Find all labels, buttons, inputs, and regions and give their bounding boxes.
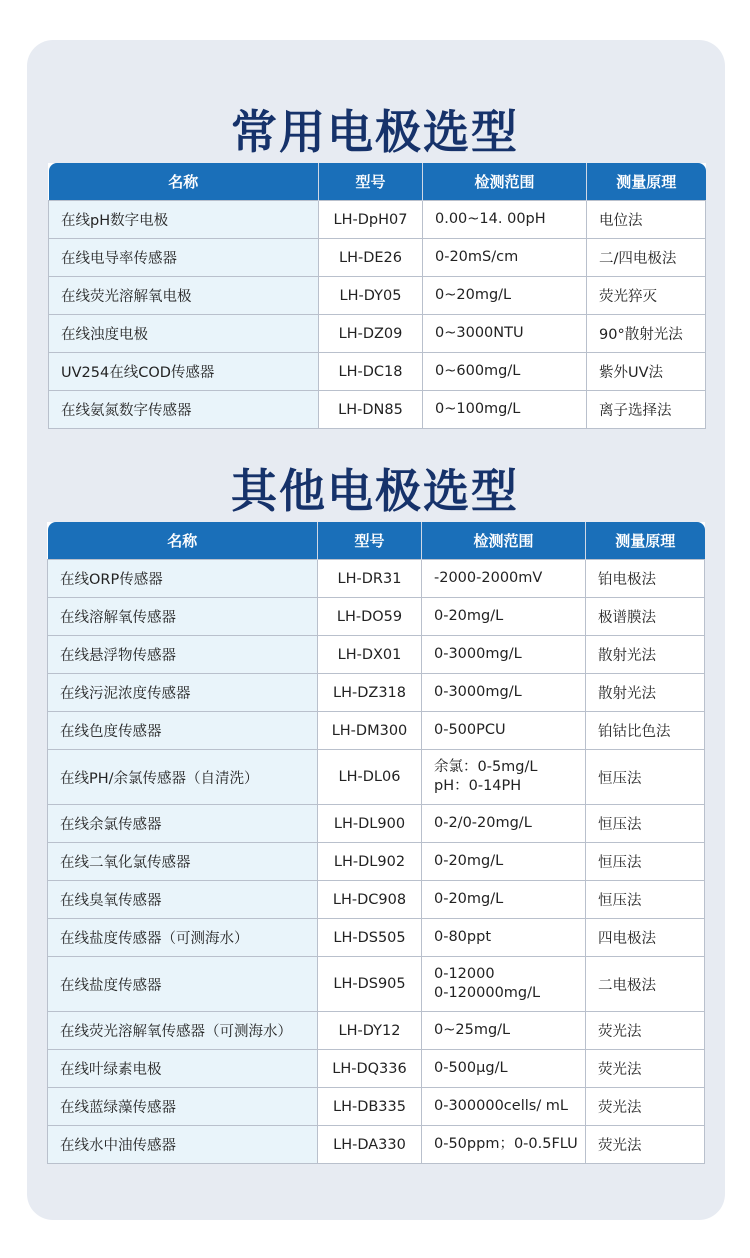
cell-principle-text: 散射光法 bbox=[598, 686, 656, 702]
table-row bbox=[48, 1050, 705, 1088]
cell-model bbox=[319, 315, 423, 353]
cell-model bbox=[318, 750, 422, 805]
cell-name-text: 在线荧光溶解氧电极 bbox=[61, 289, 192, 305]
cell-range bbox=[422, 957, 586, 1012]
cell-name bbox=[48, 750, 318, 805]
cell-range bbox=[423, 353, 587, 391]
cell-range-text: 0-500PCU bbox=[434, 722, 506, 738]
header-model: 型号 bbox=[318, 522, 422, 560]
header-name: 名称 bbox=[48, 522, 318, 560]
cell-model bbox=[318, 919, 422, 957]
cell-range bbox=[422, 1126, 586, 1164]
cell-range-text: 0~100mg/L bbox=[435, 401, 521, 417]
cell-model-text: LH-DY12 bbox=[338, 1022, 401, 1039]
table-row bbox=[48, 805, 705, 843]
cell-range bbox=[422, 843, 586, 881]
cell-range-text: 0~20mg/L bbox=[435, 287, 512, 303]
cell-model bbox=[318, 1012, 422, 1050]
cell-principle bbox=[587, 201, 706, 239]
cell-name-text: 在线盐度传感器 bbox=[60, 977, 162, 994]
cell-model-text: LH-DL06 bbox=[338, 769, 401, 785]
cell-name-text: 在线色度传感器 bbox=[60, 724, 162, 740]
cell-name-text: 在线荧光溶解氧传感器（可测海水） bbox=[60, 1024, 292, 1040]
cell-range-text: -2000-2000mV bbox=[434, 570, 543, 586]
cell-model-text: LH-DS905 bbox=[333, 976, 406, 992]
cell-principle bbox=[587, 277, 706, 315]
cell-range bbox=[422, 712, 586, 750]
cell-name bbox=[48, 805, 318, 843]
cell-principle bbox=[587, 391, 706, 429]
common-section-title: 常用电极选型 bbox=[231, 105, 519, 159]
header-principle: 测量原理 bbox=[586, 522, 705, 560]
table-row bbox=[48, 1012, 705, 1050]
cell-principle bbox=[586, 750, 705, 805]
cell-name-text: 在线盐度传感器（可测海水） bbox=[60, 931, 249, 947]
cell-principle-text: 极谱膜法 bbox=[598, 610, 656, 626]
cell-range bbox=[422, 1088, 586, 1126]
cell-model bbox=[318, 957, 422, 1012]
cell-name bbox=[48, 598, 318, 636]
cell-name bbox=[48, 843, 318, 881]
cell-model-text: LH-DQ336 bbox=[332, 1060, 407, 1077]
cell-range-text: 0-3000mg/L bbox=[434, 684, 522, 700]
cell-principle-text: 紫外UV法 bbox=[599, 365, 664, 381]
cell-principle bbox=[586, 843, 705, 881]
cell-model-text: LH-DL900 bbox=[333, 815, 406, 832]
cell-principle-text: 电位法 bbox=[599, 213, 643, 229]
cell-name-text: 在线氨氮数字传感器 bbox=[61, 403, 192, 419]
cell-principle-text: 四电极法 bbox=[598, 931, 656, 947]
cell-model-text: LH-DO59 bbox=[336, 608, 403, 625]
cell-principle-text: 荧光法 bbox=[598, 1062, 642, 1078]
table-row bbox=[48, 957, 705, 1012]
cell-range-text: 0-2/0-20mg/L bbox=[434, 815, 532, 831]
cell-name-text: UV254在线COD传感器 bbox=[61, 365, 215, 381]
cell-range-text: 0-20mg/L bbox=[434, 891, 504, 907]
cell-model bbox=[318, 881, 422, 919]
cell-name bbox=[48, 919, 318, 957]
cell-name bbox=[48, 881, 318, 919]
cell-range bbox=[422, 750, 586, 805]
table-row bbox=[49, 201, 706, 239]
cell-range bbox=[423, 201, 587, 239]
cell-range bbox=[422, 805, 586, 843]
cell-principle-text: 二电极法 bbox=[598, 977, 656, 994]
cell-model bbox=[318, 805, 422, 843]
cell-model-text: LH-DX01 bbox=[337, 646, 402, 663]
other-section-title: 其他电极选型 bbox=[231, 464, 519, 518]
cell-name-text: 在线余氯传感器 bbox=[60, 817, 162, 833]
table-header-row bbox=[48, 522, 705, 560]
cell-principle bbox=[586, 598, 705, 636]
cell-name bbox=[48, 1050, 318, 1088]
table-row bbox=[48, 919, 705, 957]
cell-model bbox=[318, 674, 422, 712]
cell-model-text: LH-DN85 bbox=[338, 401, 403, 418]
cell-model bbox=[318, 598, 422, 636]
cell-principle bbox=[586, 636, 705, 674]
cell-range-text: 0~25mg/L bbox=[434, 1022, 511, 1038]
cell-principle bbox=[586, 712, 705, 750]
cell-range-text: 0-300000cells/ mL bbox=[434, 1098, 569, 1114]
table-header-row bbox=[49, 163, 706, 201]
common-electrode-table bbox=[48, 163, 706, 429]
cell-model-text: LH-DM300 bbox=[331, 722, 408, 739]
cell-principle-text: 恒压法 bbox=[598, 855, 642, 871]
header-model: 型号 bbox=[319, 163, 423, 201]
cell-model bbox=[318, 1050, 422, 1088]
cell-principle-text: 铂钴比色法 bbox=[598, 724, 671, 740]
cell-model bbox=[319, 239, 423, 277]
cell-name-text: 在线悬浮物传感器 bbox=[60, 648, 176, 664]
cell-range bbox=[422, 1012, 586, 1050]
cell-name bbox=[48, 1012, 318, 1050]
cell-name bbox=[49, 239, 319, 277]
cell-model-text: LH-DC18 bbox=[338, 363, 403, 380]
cell-model-text: LH-DB335 bbox=[332, 1098, 406, 1115]
cell-principle-text: 恒压法 bbox=[598, 817, 642, 833]
cell-range-text: 0-12000 0-120000mg/L bbox=[434, 966, 541, 1001]
cell-name bbox=[49, 391, 319, 429]
cell-range-text: 0-50ppm；0-0.5FLU bbox=[434, 1136, 578, 1152]
cell-principle bbox=[587, 353, 706, 391]
cell-name-text: 在线水中油传感器 bbox=[60, 1138, 176, 1154]
cell-name-text: 在线二氧化氯传感器 bbox=[60, 855, 191, 871]
cell-range bbox=[423, 315, 587, 353]
cell-model-text: LH-DY05 bbox=[339, 287, 402, 304]
table-row bbox=[48, 1126, 705, 1164]
cell-model bbox=[319, 391, 423, 429]
header-principle: 测量原理 bbox=[587, 163, 706, 201]
cell-range bbox=[422, 1050, 586, 1088]
cell-name-text: 在线溶解氧传感器 bbox=[60, 610, 176, 626]
cell-principle-text: 荧光法 bbox=[598, 1138, 642, 1154]
cell-model-text: LH-DZ318 bbox=[333, 684, 406, 701]
cell-principle bbox=[586, 957, 705, 1012]
cell-principle bbox=[586, 1126, 705, 1164]
cell-name-text: 在线污泥浓度传感器 bbox=[60, 686, 191, 702]
cell-name bbox=[48, 560, 318, 598]
cell-range bbox=[423, 239, 587, 277]
cell-name-text: 在线臭氧传感器 bbox=[60, 893, 162, 909]
cell-model-text: LH-DL902 bbox=[333, 853, 406, 870]
cell-model bbox=[318, 1126, 422, 1164]
cell-principle-text: 荧光法 bbox=[598, 1024, 642, 1040]
cell-model-text: LH-DS505 bbox=[333, 929, 406, 946]
cell-range-text: 余氯：0-5mg/L pH：0-14PH bbox=[434, 759, 538, 794]
cell-principle bbox=[586, 674, 705, 712]
cell-model-text: LH-DA330 bbox=[333, 1136, 406, 1153]
cell-range-text: 0-3000mg/L bbox=[434, 646, 522, 662]
cell-name-text: 在线叶绿素电极 bbox=[60, 1062, 162, 1078]
table-row bbox=[49, 353, 706, 391]
table-row bbox=[48, 1088, 705, 1126]
table-row bbox=[48, 843, 705, 881]
cell-range bbox=[422, 598, 586, 636]
cell-principle bbox=[587, 239, 706, 277]
cell-range-text: 0-20mg/L bbox=[434, 608, 504, 624]
cell-range bbox=[422, 919, 586, 957]
cell-model-text: LH-DC908 bbox=[332, 891, 407, 908]
cell-name bbox=[48, 636, 318, 674]
header-range: 检测范围 bbox=[423, 163, 587, 201]
cell-range bbox=[422, 560, 586, 598]
cell-principle-text: 90°散射光法 bbox=[599, 327, 683, 343]
table-row bbox=[49, 239, 706, 277]
cell-model-text: LH-DZ09 bbox=[338, 325, 403, 342]
table-row bbox=[49, 391, 706, 429]
header-name: 名称 bbox=[49, 163, 319, 201]
cell-principle-text: 荧光猝灭 bbox=[599, 289, 657, 305]
cell-principle bbox=[586, 805, 705, 843]
cell-model bbox=[318, 843, 422, 881]
cell-range bbox=[422, 636, 586, 674]
cell-name-text: 在线ORP传感器 bbox=[60, 572, 163, 588]
cell-range-text: 0-20mg/L bbox=[434, 853, 504, 869]
cell-name-text: 在线PH/余氯传感器（自清洗） bbox=[60, 770, 259, 787]
table-row bbox=[49, 315, 706, 353]
cell-principle bbox=[586, 1088, 705, 1126]
table-row bbox=[49, 277, 706, 315]
cell-model bbox=[318, 712, 422, 750]
cell-model bbox=[319, 201, 423, 239]
cell-principle-text: 二/四电极法 bbox=[599, 251, 677, 267]
table-row bbox=[48, 712, 705, 750]
table-row bbox=[48, 750, 705, 805]
cell-name-text: 在线pH数字电极 bbox=[61, 213, 169, 229]
cell-name bbox=[48, 674, 318, 712]
cell-principle-text: 散射光法 bbox=[598, 648, 656, 664]
cell-principle bbox=[586, 1050, 705, 1088]
cell-range bbox=[422, 881, 586, 919]
cell-name bbox=[48, 1126, 318, 1164]
cell-model bbox=[318, 560, 422, 598]
cell-principle-text: 荧光法 bbox=[598, 1100, 642, 1116]
cell-name-text: 在线蓝绿藻传感器 bbox=[60, 1100, 176, 1116]
cell-model-text: LH-DE26 bbox=[339, 249, 402, 266]
cell-range bbox=[422, 674, 586, 712]
cell-range bbox=[423, 391, 587, 429]
cell-name bbox=[48, 1088, 318, 1126]
cell-principle-text: 离子选择法 bbox=[599, 403, 672, 419]
cell-model bbox=[319, 353, 423, 391]
other-electrode-table bbox=[47, 522, 705, 1164]
header-range: 检测范围 bbox=[422, 522, 586, 560]
cell-range-text: 0~3000NTU bbox=[435, 325, 524, 341]
cell-range bbox=[423, 277, 587, 315]
table-row bbox=[48, 598, 705, 636]
cell-name bbox=[49, 201, 319, 239]
cell-model bbox=[319, 277, 423, 315]
cell-model-text: LH-DR31 bbox=[337, 570, 402, 587]
cell-principle bbox=[587, 315, 706, 353]
cell-principle-text: 恒压法 bbox=[598, 770, 642, 787]
cell-name bbox=[49, 315, 319, 353]
cell-name-text: 在线浊度电极 bbox=[61, 327, 148, 343]
table-row bbox=[48, 560, 705, 598]
cell-model-text: LH-DpH07 bbox=[333, 211, 408, 228]
cell-principle bbox=[586, 560, 705, 598]
cell-principle-text: 恒压法 bbox=[598, 893, 642, 909]
cell-model bbox=[318, 1088, 422, 1126]
cell-name bbox=[49, 353, 319, 391]
table-row bbox=[48, 674, 705, 712]
table-row bbox=[48, 881, 705, 919]
cell-principle-text: 铂电极法 bbox=[598, 572, 656, 588]
cell-name bbox=[48, 712, 318, 750]
cell-principle bbox=[586, 1012, 705, 1050]
cell-range-text: 0-500μg/L bbox=[434, 1060, 508, 1076]
cell-principle bbox=[586, 919, 705, 957]
table-row bbox=[48, 636, 705, 674]
cell-model bbox=[318, 636, 422, 674]
cell-range-text: 0-20mS/cm bbox=[435, 249, 519, 265]
cell-name bbox=[48, 957, 318, 1012]
cell-range-text: 0.00~14. 00pH bbox=[435, 211, 546, 227]
cell-name-text: 在线电导率传感器 bbox=[61, 251, 177, 267]
cell-principle bbox=[586, 881, 705, 919]
cell-range-text: 0~600mg/L bbox=[435, 363, 521, 379]
cell-range-text: 0-80ppt bbox=[434, 929, 492, 945]
cell-name bbox=[49, 277, 319, 315]
